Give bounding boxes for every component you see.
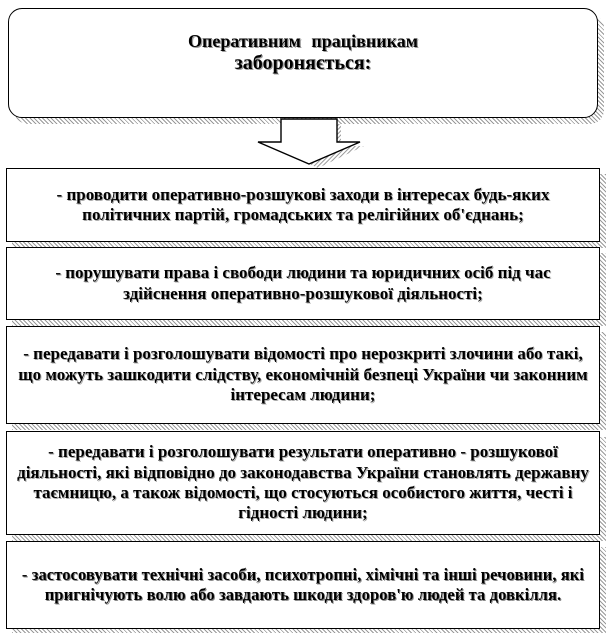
down-arrow-icon <box>0 0 613 170</box>
title-line-1: Оперативним працівникам <box>188 31 418 51</box>
item-3-text: - передавати і розголошувати відомості про нерозкриті злочини або такі, що можуть зашкодити слідству, економічній безпеці України чи законним інтересам людини; <box>18 344 588 405</box>
item-3-box <box>6 326 600 424</box>
item-2-box <box>6 247 600 320</box>
item-5-box <box>6 541 600 629</box>
item-2-text: - порушувати права і свободи людини та юридичних осіб під час здійснення оперативно-розшукової діяльності; <box>55 263 551 303</box>
title-line-2: забороняється: <box>234 51 372 74</box>
item-4-text: - передавати і розголошувати результати оперативно - розшукової діяльності, які відповідно до законодавства України становлять державну таємницю, а також відомості, що стосуються особистого життя, честі і гідності людини; <box>17 442 589 523</box>
item-1-text: - проводити оперативно-розшукові заходи в інтересах будь-яких політичних партій, громадських та релігійних об'єднань; <box>56 184 550 224</box>
item-5-text: - застосовувати технічні засоби, психотропні, хімічні та інші речовини, які пригнічують волю або завдають шкоди здоров'ю людей та довкілля. <box>21 565 585 604</box>
item-1-box <box>6 168 600 242</box>
item-4-box <box>6 431 600 535</box>
